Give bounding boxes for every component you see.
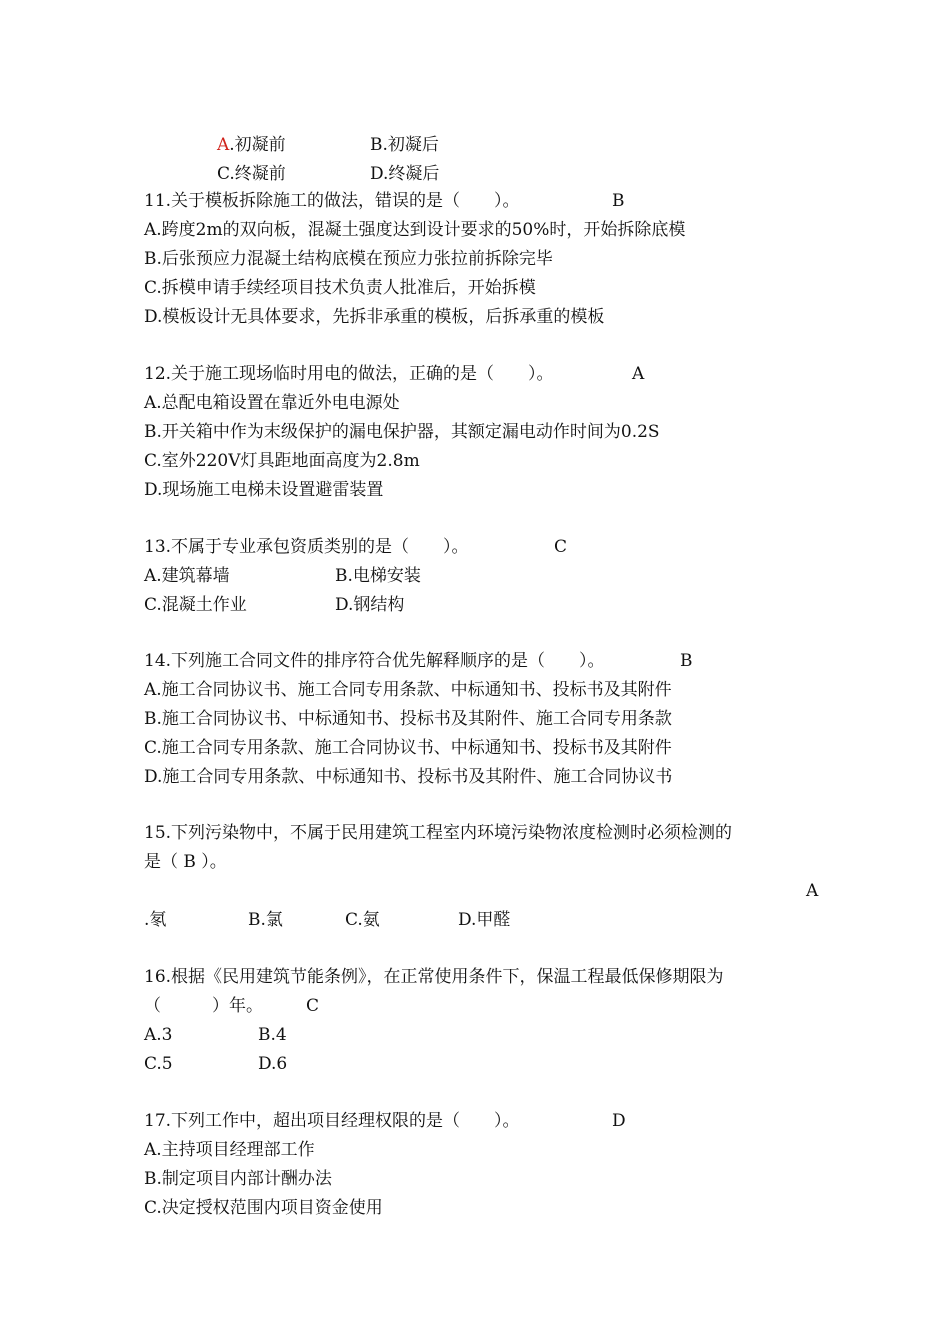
question-14-option-b: B.施工合同协议书、中标通知书、投标书及其附件、施工合同专用条款	[144, 709, 672, 729]
question-12-option-b: B.开关箱中作为末级保护的漏电保护器，其额定漏电动作时间为0.2S	[144, 422, 660, 442]
question-11-stem: 11.关于模板拆除施工的做法，错误的是（ ）。	[144, 191, 520, 211]
question-17-option-a: A.主持项目经理部工作	[144, 1140, 315, 1160]
question-11-option-a: A.跨度2m的双向板，混凝土强度达到设计要求的50%时，开始拆除底模	[144, 220, 686, 240]
question-17-answer: D	[612, 1111, 626, 1131]
option-c: C.终凝前	[217, 164, 286, 184]
question-16-stem-line-1: 16.根据《民用建筑节能条例》，在正常使用条件下，保温工程最低保修期限为	[144, 967, 724, 987]
question-15-option-d: D.甲醛	[458, 910, 511, 930]
question-14-option-c: C.施工合同专用条款、施工合同协议书、中标通知书、投标书及其附件	[144, 738, 672, 758]
question-12-option-c: C.室外220V灯具距地面高度为2.8m	[144, 451, 420, 471]
question-14-answer: B	[680, 651, 693, 671]
option-b: B.初凝后	[370, 135, 439, 155]
question-14-option-d: D.施工合同专用条款、中标通知书、投标书及其附件、施工合同协议书	[144, 767, 673, 787]
question-16-answer: C	[306, 996, 320, 1016]
question-13-stem: 13.不属于专业承包资质类别的是（ ）。	[144, 537, 469, 557]
question-15-option-c: C.氨	[345, 910, 380, 930]
question-15-trailing-a: A	[806, 881, 819, 901]
option-a-letter-highlighted: A	[217, 135, 230, 155]
option-d: D.终凝后	[370, 164, 440, 184]
question-12-answer: A	[632, 364, 645, 384]
question-12-option-a: A.总配电箱设置在靠近外电电源处	[144, 393, 400, 413]
question-13-option-c: C.混凝土作业	[144, 595, 247, 615]
question-16-option-c: C.5	[144, 1054, 173, 1074]
question-17-option-b: B.制定项目内部计酬办法	[144, 1169, 332, 1189]
question-16-option-d: D.6	[258, 1054, 288, 1074]
question-13-option-b: B.电梯安装	[335, 566, 421, 586]
question-11-answer: B	[612, 191, 625, 211]
question-11-option-c: C.拆模申请手续经项目技术负责人批准后，开始拆模	[144, 278, 536, 298]
question-14-stem: 14.下列施工合同文件的排序符合优先解释顺序的是（ ）。	[144, 651, 605, 671]
question-12-option-d: D.现场施工电梯未设置避雷装置	[144, 480, 384, 500]
question-15-stem-line-1: 15.下列污染物中，不属于民用建筑工程室内环境污染物浓度检测时必须检测的	[144, 823, 733, 843]
question-12-stem: 12.关于施工现场临时用电的做法，正确的是（ ）。	[144, 364, 554, 384]
option-a-text: .初凝前	[229, 135, 286, 155]
question-15-option-b: B.氯	[248, 910, 283, 930]
question-11-option-d: D.模板设计无具体要求，先拆非承重的模板，后拆承重的模板	[144, 307, 605, 327]
option-a-initial-setting-before	[217, 130, 286, 155]
question-13-option-d: D.钢结构	[335, 595, 405, 615]
question-15-option-a: .氡	[144, 910, 167, 930]
question-16-stem-line-2: （ ）年。	[144, 996, 263, 1016]
question-15-stem-line-2: 是（ B ）。	[144, 852, 227, 872]
question-16-option-a: A.3	[144, 1025, 173, 1045]
question-14-option-a: A.施工合同协议书、施工合同专用条款、中标通知书、投标书及其附件	[144, 680, 672, 700]
question-16-option-b: B.4	[258, 1025, 287, 1045]
question-13-option-a: A.建筑幕墙	[144, 566, 230, 586]
question-17-option-c: C.决定授权范围内项目资金使用	[144, 1198, 383, 1218]
question-11-option-b: B.后张预应力混凝土结构底模在预应力张拉前拆除完毕	[144, 249, 553, 269]
question-17-stem: 17.下列工作中，超出项目经理权限的是（ ）。	[144, 1111, 520, 1131]
question-13-answer: C	[554, 537, 568, 557]
